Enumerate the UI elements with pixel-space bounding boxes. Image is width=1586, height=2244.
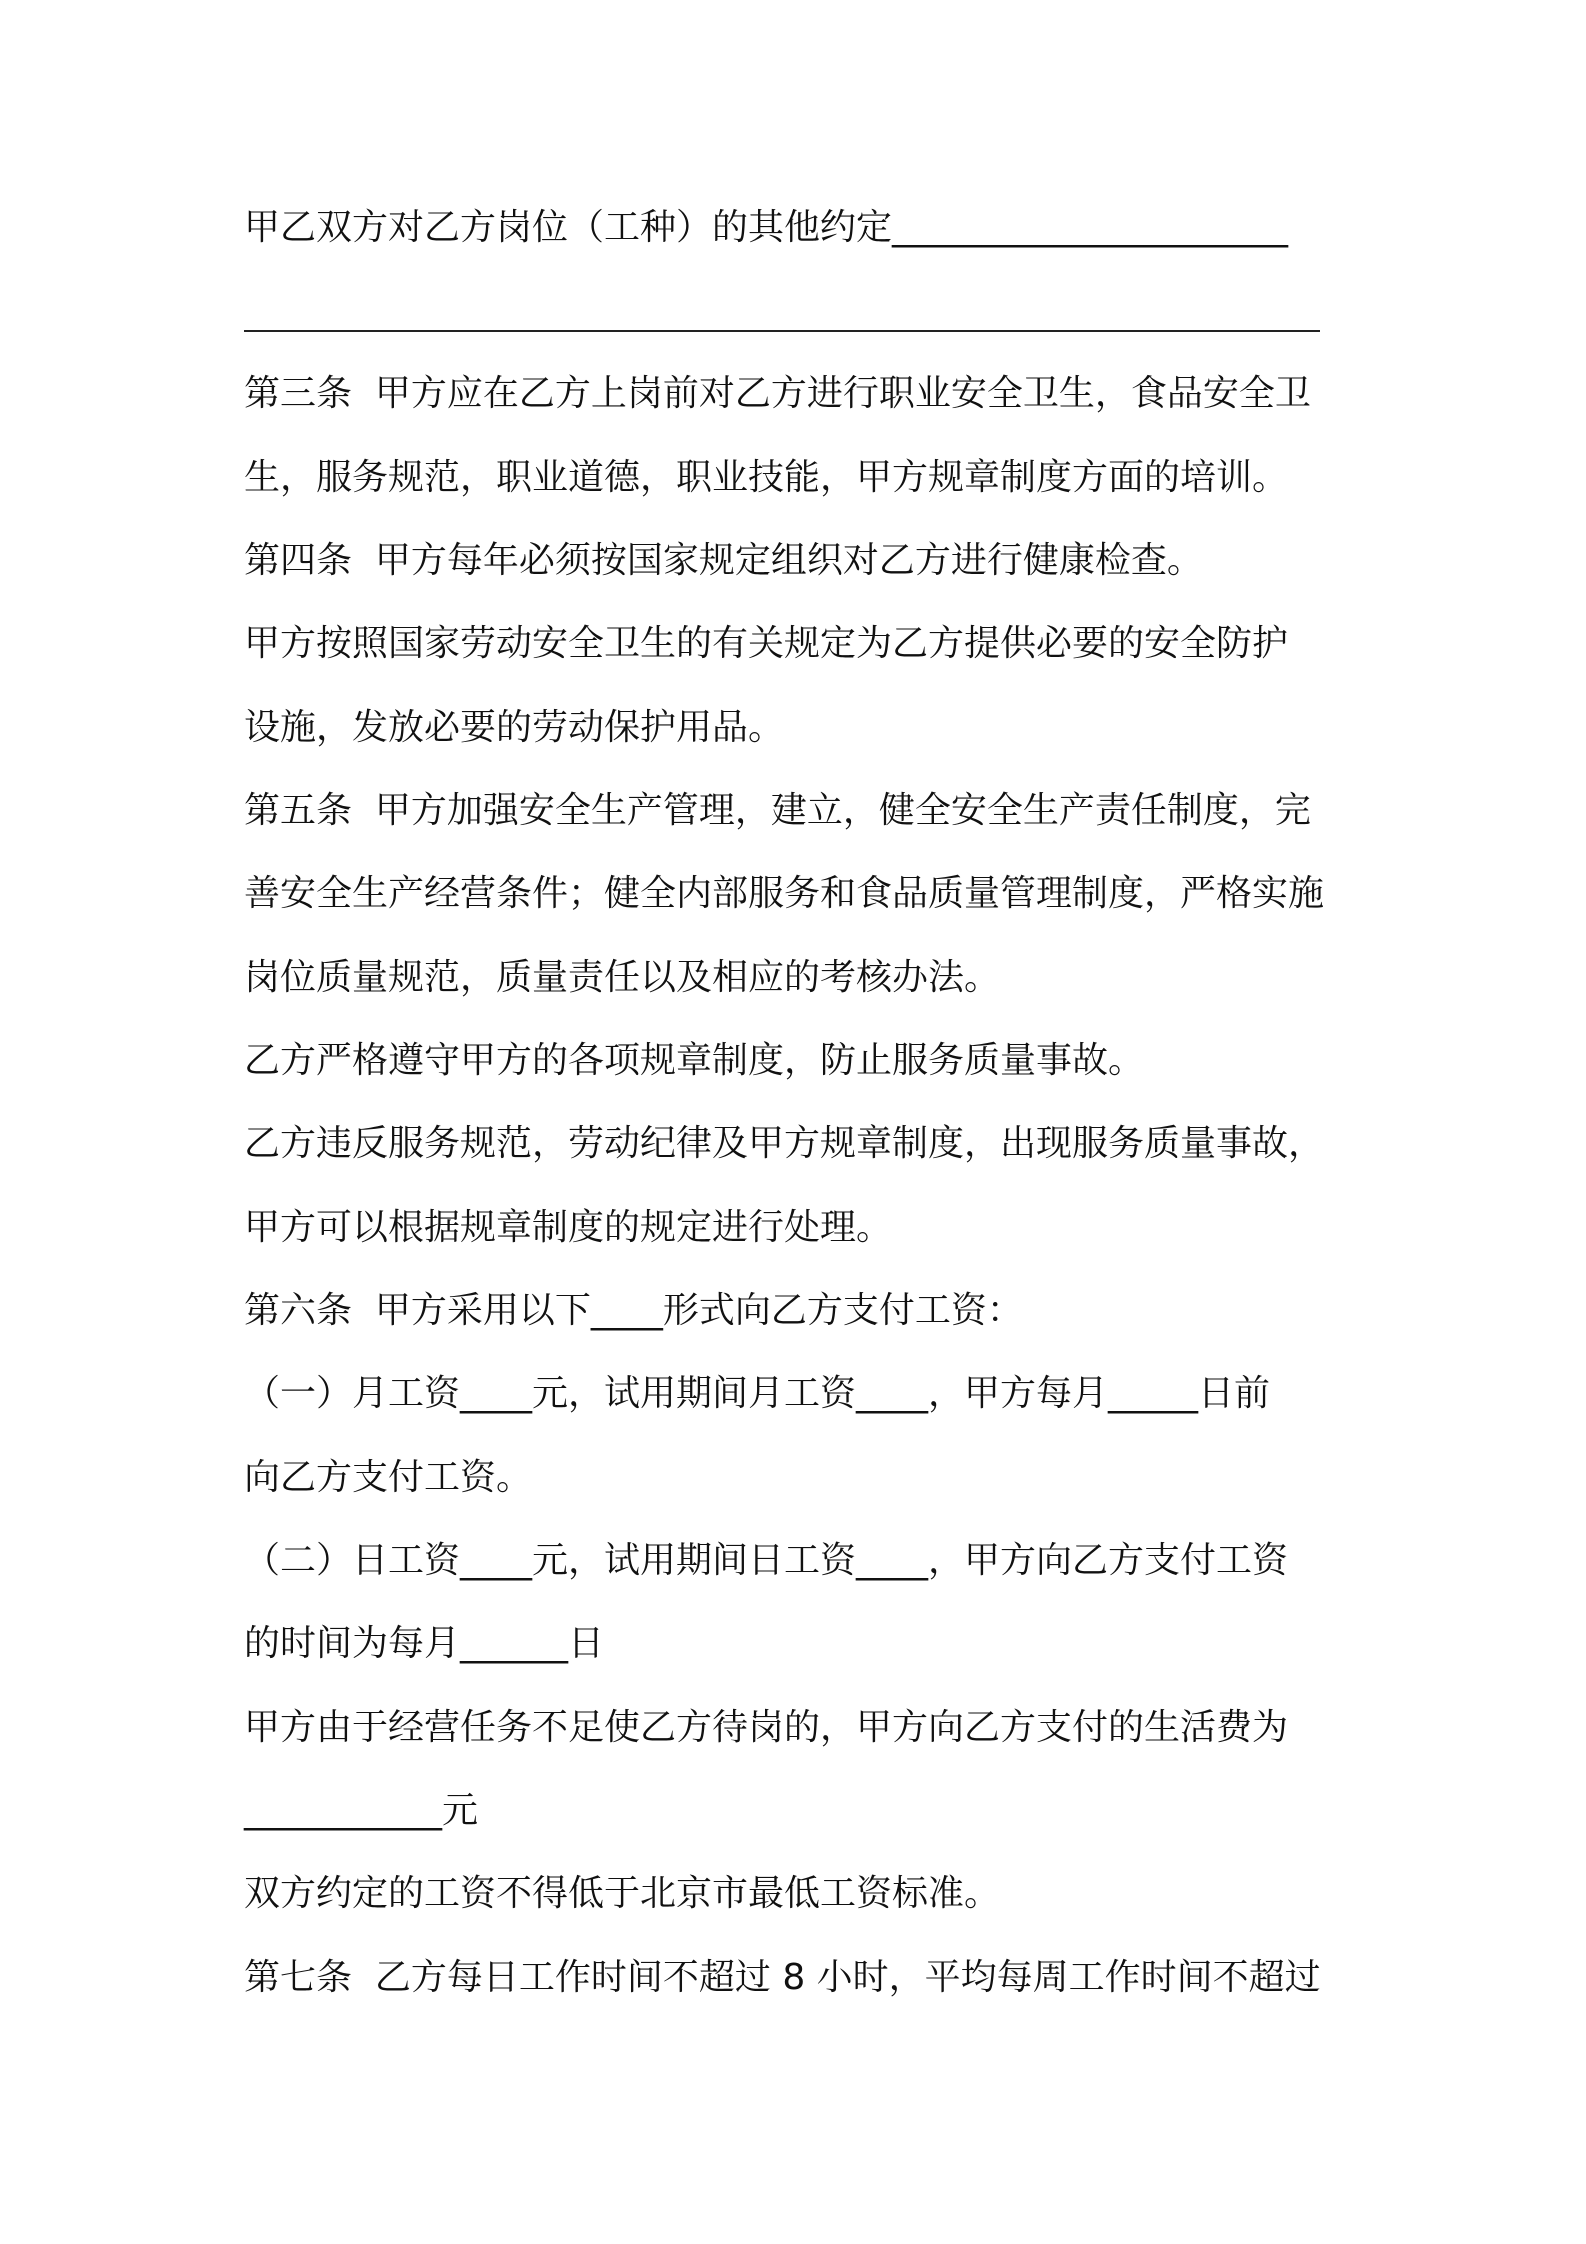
text-line: 生，服务规范，职业道德，职业技能，甲方规章制度方面的培训。	[244, 457, 1289, 498]
text-line: 乙方违反服务规范，劳动纪律及甲方规章制度，出现服务质量事故，	[244, 1123, 1325, 1164]
text-line: 甲方由于经营任务不足使乙方待岗的，甲方向乙方支付的生活费为	[244, 1707, 1289, 1748]
text-line: 善安全生产经营条件；健全内部服务和食品质量管理制度，严格实施	[244, 873, 1325, 914]
fill-in-blank-line	[244, 330, 1320, 332]
text-line: ___________元	[244, 1790, 479, 1831]
text-line: 乙方严格遵守甲方的各项规章制度，防止服务质量事故。	[244, 1040, 1145, 1081]
text-line: 第五条 甲方加强安全生产管理，建立，健全安全生产责任制度，完	[244, 790, 1311, 831]
text-line: 甲乙双方对乙方岗位（工种）的其他约定______________________	[244, 207, 1289, 248]
text-line: 的时间为每月______日	[244, 1623, 605, 1664]
text-line: （一）月工资____元，试用期间月工资____，甲方每月_____日前	[244, 1373, 1271, 1414]
text-line: 第三条 甲方应在乙方上岗前对乙方进行职业安全卫生，食品安全卫	[244, 373, 1311, 414]
text-line: 双方约定的工资不得低于北京市最低工资标准。	[244, 1873, 1001, 1914]
text-line: （二）日工资____元，试用期间日工资____，甲方向乙方支付工资	[244, 1540, 1289, 1581]
text-line: 岗位质量规范，质量责任以及相应的考核办法。	[244, 957, 1001, 998]
text-line: 第七条 乙方每日工作时间不超过 8 小时，平均每周工作时间不超过	[244, 1957, 1321, 1998]
text-line: 设施，发放必要的劳动保护用品。	[244, 707, 785, 748]
text-line: 第四条 甲方每年必须按国家规定组织对乙方进行健康检查。	[244, 540, 1203, 581]
text-line: 向乙方支付工资。	[244, 1457, 533, 1498]
text-line: 甲方可以根据规章制度的规定进行处理。	[244, 1207, 893, 1248]
text-line: 甲方按照国家劳动安全卫生的有关规定为乙方提供必要的安全防护	[244, 623, 1289, 664]
text-line: 第六条 甲方采用以下____形式向乙方支付工资：	[244, 1290, 1023, 1331]
